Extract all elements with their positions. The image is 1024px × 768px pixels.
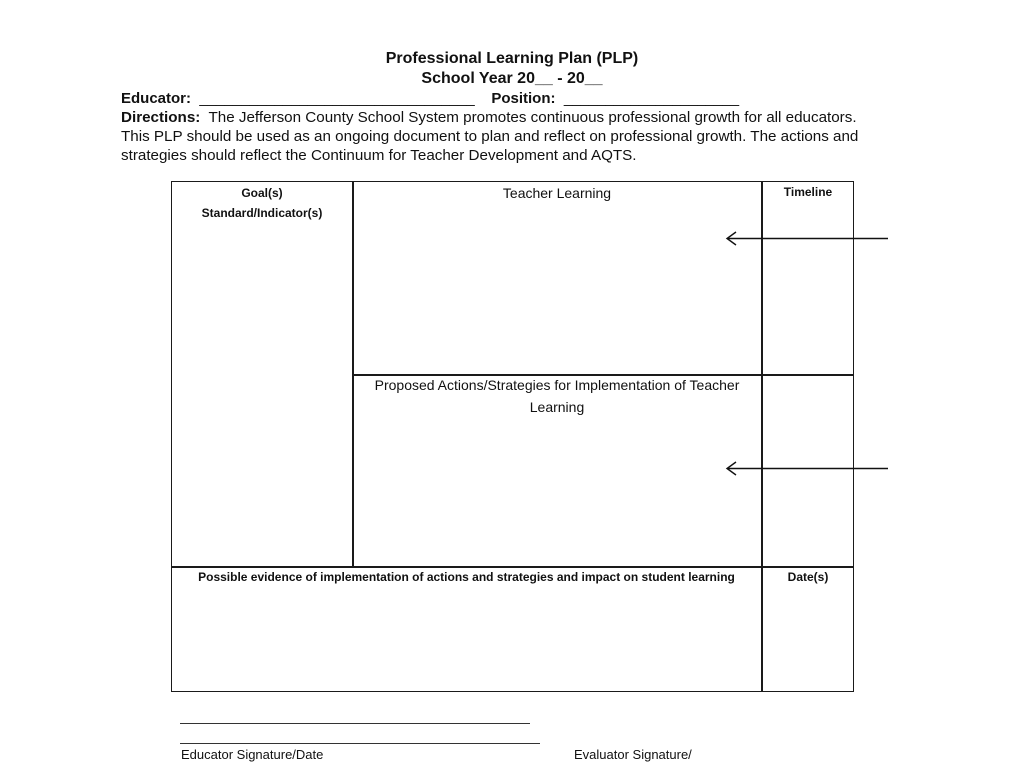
proposed-actions-heading: Proposed Actions/Strategies for Implementation of Teacher Learning — [374, 377, 740, 415]
educator-field[interactable]: _________________________________ — [199, 90, 475, 107]
dates-heading: Date(s) — [787, 570, 829, 584]
position-label: Position: — [491, 90, 556, 107]
signature-line[interactable] — [180, 723, 530, 724]
directions-line-1 — [121, 108, 911, 127]
directions-text-3: strategies should reflect the Continuum for Teacher Development and AQTS. — [121, 147, 637, 164]
teacher-learning-heading: Teacher Learning — [502, 185, 612, 201]
timeline-heading: Timeline — [783, 185, 833, 199]
plan-table — [171, 181, 854, 692]
evaluator-signature-label: Evaluator Signature/ — [574, 747, 692, 762]
directions-label: Directions: — [121, 109, 201, 126]
proposed-actions-cell[interactable] — [362, 374, 752, 418]
evidence-cell[interactable] — [172, 567, 761, 587]
directions — [121, 108, 911, 165]
educator-position-line — [121, 89, 739, 108]
arrow-left-icon — [722, 230, 892, 248]
position-field[interactable]: _____________________ — [563, 90, 740, 107]
educator-signature-label: Educator Signature/Date — [181, 747, 324, 762]
goals-heading: Goal(s) — [241, 186, 283, 200]
evidence-heading: Possible evidence of implementation of actions and strategies and impact on student learning — [198, 570, 735, 584]
teacher-learning-cell[interactable] — [354, 182, 760, 204]
timeline-cell[interactable] — [763, 182, 853, 202]
school-year: School Year 20__ - 20__ — [421, 70, 603, 87]
standard-indicator-heading: Standard/Indicator(s) — [201, 206, 323, 220]
directions-text-2: This PLP should be used as an ongoing document to plan and reflect on professional growth. The actions and — [121, 128, 859, 145]
dates-cell[interactable] — [763, 567, 853, 587]
educator-label: Educator: — [121, 90, 192, 107]
directions-text-1: The Jefferson County School System promotes continuous professional growth for all educators. — [200, 109, 857, 126]
table-divider-timeline — [761, 181, 763, 692]
arrow-left-icon — [722, 460, 892, 478]
page-title: Professional Learning Plan (PLP) — [385, 50, 639, 67]
goals-cell[interactable] — [172, 183, 352, 223]
signature-line[interactable] — [180, 743, 540, 744]
